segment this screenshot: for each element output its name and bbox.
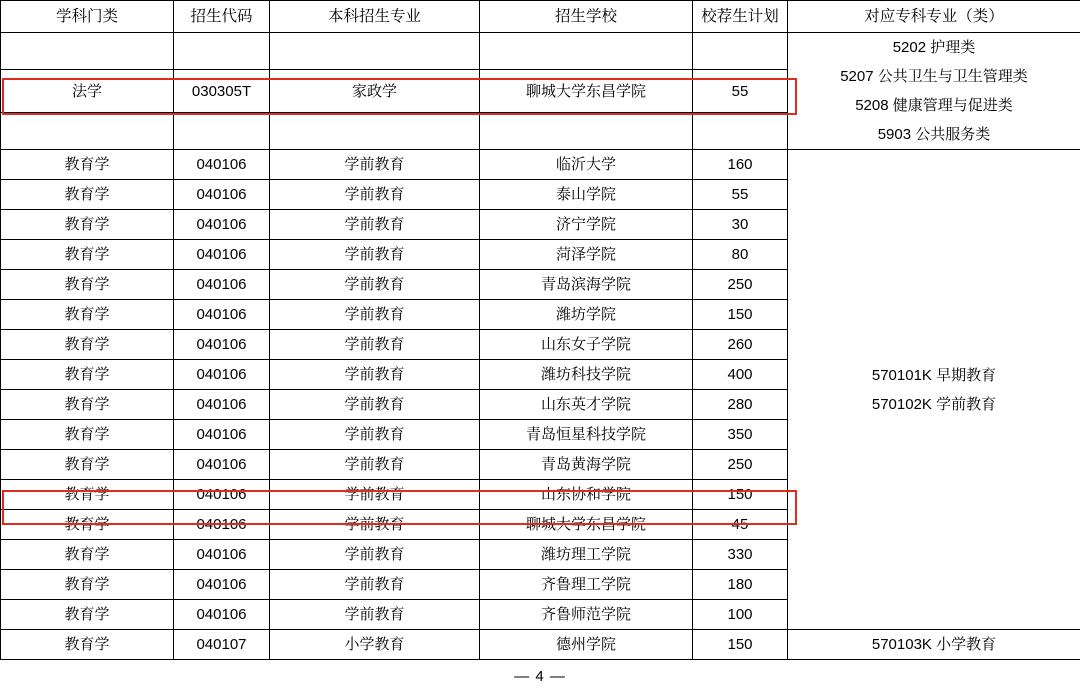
cell-major: 学前教育 — [270, 330, 480, 360]
table-row — [1, 33, 1080, 70]
table-row — [1, 150, 1080, 180]
cell-plan: 260 — [693, 330, 788, 360]
cell-major: 学前教育 — [270, 300, 480, 330]
table-header-row — [1, 1, 1080, 33]
cell-school: 青岛恒星科技学院 — [480, 420, 693, 450]
cell-category: 教育学 — [1, 480, 174, 510]
cell-school — [480, 113, 693, 150]
cell-code: 040106 — [174, 480, 270, 510]
cell-plan: 280 — [693, 390, 788, 420]
cell-code: 040106 — [174, 270, 270, 300]
cell-school: 菏泽学院 — [480, 240, 693, 270]
cell-plan: 80 — [693, 240, 788, 270]
cell-major: 学前教育 — [270, 540, 480, 570]
cell-category: 教育学 — [1, 180, 174, 210]
cell-category: 教育学 — [1, 240, 174, 270]
cell-category: 教育学 — [1, 210, 174, 240]
cell-major: 学前教育 — [270, 450, 480, 480]
cell-school: 济宁学院 — [480, 210, 693, 240]
cell-category: 教育学 — [1, 420, 174, 450]
header-category: 学科门类 — [1, 1, 174, 33]
cell-school: 青岛黄海学院 — [480, 450, 693, 480]
cell-plan: 180 — [693, 570, 788, 600]
cell-code: 040106 — [174, 570, 270, 600]
cell-plan: 350 — [693, 420, 788, 450]
cell-school: 泰山学院 — [480, 180, 693, 210]
cell-code: 040106 — [174, 390, 270, 420]
cell-code: 040106 — [174, 150, 270, 180]
cell-plan: 150 — [693, 630, 788, 660]
header-code: 招生代码 — [174, 1, 270, 33]
cell-major: 学前教育 — [270, 180, 480, 210]
cell-major — [270, 113, 480, 150]
cell-major: 学前教育 — [270, 600, 480, 630]
cell-school: 聊城大学东昌学院 — [480, 69, 693, 113]
cell-major: 学前教育 — [270, 420, 480, 450]
cell-school: 临沂大学 — [480, 150, 693, 180]
header-plan: 校荐生计划 — [693, 1, 788, 33]
cell-code: 040106 — [174, 510, 270, 540]
vocational-major-line: 570102K 学前教育 — [871, 395, 997, 413]
cell-school: 齐鲁师范学院 — [480, 600, 693, 630]
cell-category: 教育学 — [1, 360, 174, 390]
vocational-major-line: 5208 健康管理与促进类 — [855, 97, 1013, 114]
vocational-major-line: 5207 公共卫生与卫生管理类 — [840, 68, 1028, 85]
cell-school: 聊城大学东昌学院 — [480, 510, 693, 540]
cell-vocational-majors-group1 — [788, 33, 1080, 150]
header-major: 本科招生专业 — [270, 1, 480, 33]
cell-school: 山东协和学院 — [480, 480, 693, 510]
cell-major: 学前教育 — [270, 150, 480, 180]
table-row — [1, 630, 1080, 660]
cell-vocational-majors-group2 — [788, 150, 1080, 630]
cell-school — [480, 33, 693, 70]
cell-code: 040106 — [174, 360, 270, 390]
cell-major — [270, 33, 480, 70]
vocational-major-line: 5903 公共服务类 — [877, 126, 991, 143]
cell-category: 教育学 — [1, 510, 174, 540]
cell-plan — [693, 33, 788, 70]
cell-school: 山东英才学院 — [480, 390, 693, 420]
cell-category: 教育学 — [1, 150, 174, 180]
cell-code: 040106 — [174, 330, 270, 360]
cell-vocational-majors-group3 — [788, 630, 1080, 660]
cell-school: 齐鲁理工学院 — [480, 570, 693, 600]
cell-code: 040106 — [174, 600, 270, 630]
cell-major: 家政学 — [270, 69, 480, 113]
vocational-major-line: 5202 护理类 — [892, 39, 976, 56]
cell-category: 教育学 — [1, 570, 174, 600]
cell-code: 040107 — [174, 630, 270, 660]
cell-major: 小学教育 — [270, 630, 480, 660]
cell-plan: 160 — [693, 150, 788, 180]
cell-major: 学前教育 — [270, 480, 480, 510]
cell-code: 040106 — [174, 450, 270, 480]
cell-category: 教育学 — [1, 540, 174, 570]
cell-school: 德州学院 — [480, 630, 693, 660]
cell-category: 教育学 — [1, 300, 174, 330]
cell-category: 教育学 — [1, 390, 174, 420]
cell-school: 青岛滨海学院 — [480, 270, 693, 300]
cell-plan: 250 — [693, 450, 788, 480]
cell-major: 学前教育 — [270, 270, 480, 300]
cell-category — [1, 113, 174, 150]
cell-code — [174, 33, 270, 70]
cell-code: 040106 — [174, 540, 270, 570]
cell-category: 教育学 — [1, 270, 174, 300]
cell-major: 学前教育 — [270, 510, 480, 540]
cell-plan: 400 — [693, 360, 788, 390]
cell-major: 学前教育 — [270, 210, 480, 240]
page-number: — 4 — — [514, 668, 566, 685]
cell-plan: 250 — [693, 270, 788, 300]
vocational-major-line: 570101K 早期教育 — [871, 366, 997, 384]
cell-school: 潍坊理工学院 — [480, 540, 693, 570]
cell-category: 教育学 — [1, 450, 174, 480]
cell-plan: 150 — [693, 480, 788, 510]
cell-major: 学前教育 — [270, 570, 480, 600]
cell-school: 潍坊学院 — [480, 300, 693, 330]
cell-major: 学前教育 — [270, 360, 480, 390]
cell-plan: 150 — [693, 300, 788, 330]
cell-plan: 55 — [693, 69, 788, 113]
cell-school: 潍坊科技学院 — [480, 360, 693, 390]
cell-major: 学前教育 — [270, 390, 480, 420]
cell-code: 040106 — [174, 210, 270, 240]
cell-code — [174, 113, 270, 150]
cell-major: 学前教育 — [270, 240, 480, 270]
cell-plan — [693, 113, 788, 150]
cell-code: 030305T — [174, 69, 270, 113]
cell-code: 040106 — [174, 420, 270, 450]
cell-category: 教育学 — [1, 600, 174, 630]
vocational-major-line: 570103K 小学教育 — [871, 636, 997, 653]
cell-plan: 330 — [693, 540, 788, 570]
cell-code: 040106 — [174, 300, 270, 330]
cell-category: 法学 — [1, 69, 174, 113]
header-vocational-majors: 对应专科专业（类） — [788, 1, 1080, 33]
cell-code: 040106 — [174, 180, 270, 210]
cell-plan: 45 — [693, 510, 788, 540]
header-school: 招生学校 — [480, 1, 693, 33]
cell-category — [1, 33, 174, 70]
cell-category: 教育学 — [1, 630, 174, 660]
cell-code: 040106 — [174, 240, 270, 270]
cell-plan: 100 — [693, 600, 788, 630]
cell-plan: 55 — [693, 180, 788, 210]
cell-school: 山东女子学院 — [480, 330, 693, 360]
cell-category: 教育学 — [1, 330, 174, 360]
cell-plan: 30 — [693, 210, 788, 240]
